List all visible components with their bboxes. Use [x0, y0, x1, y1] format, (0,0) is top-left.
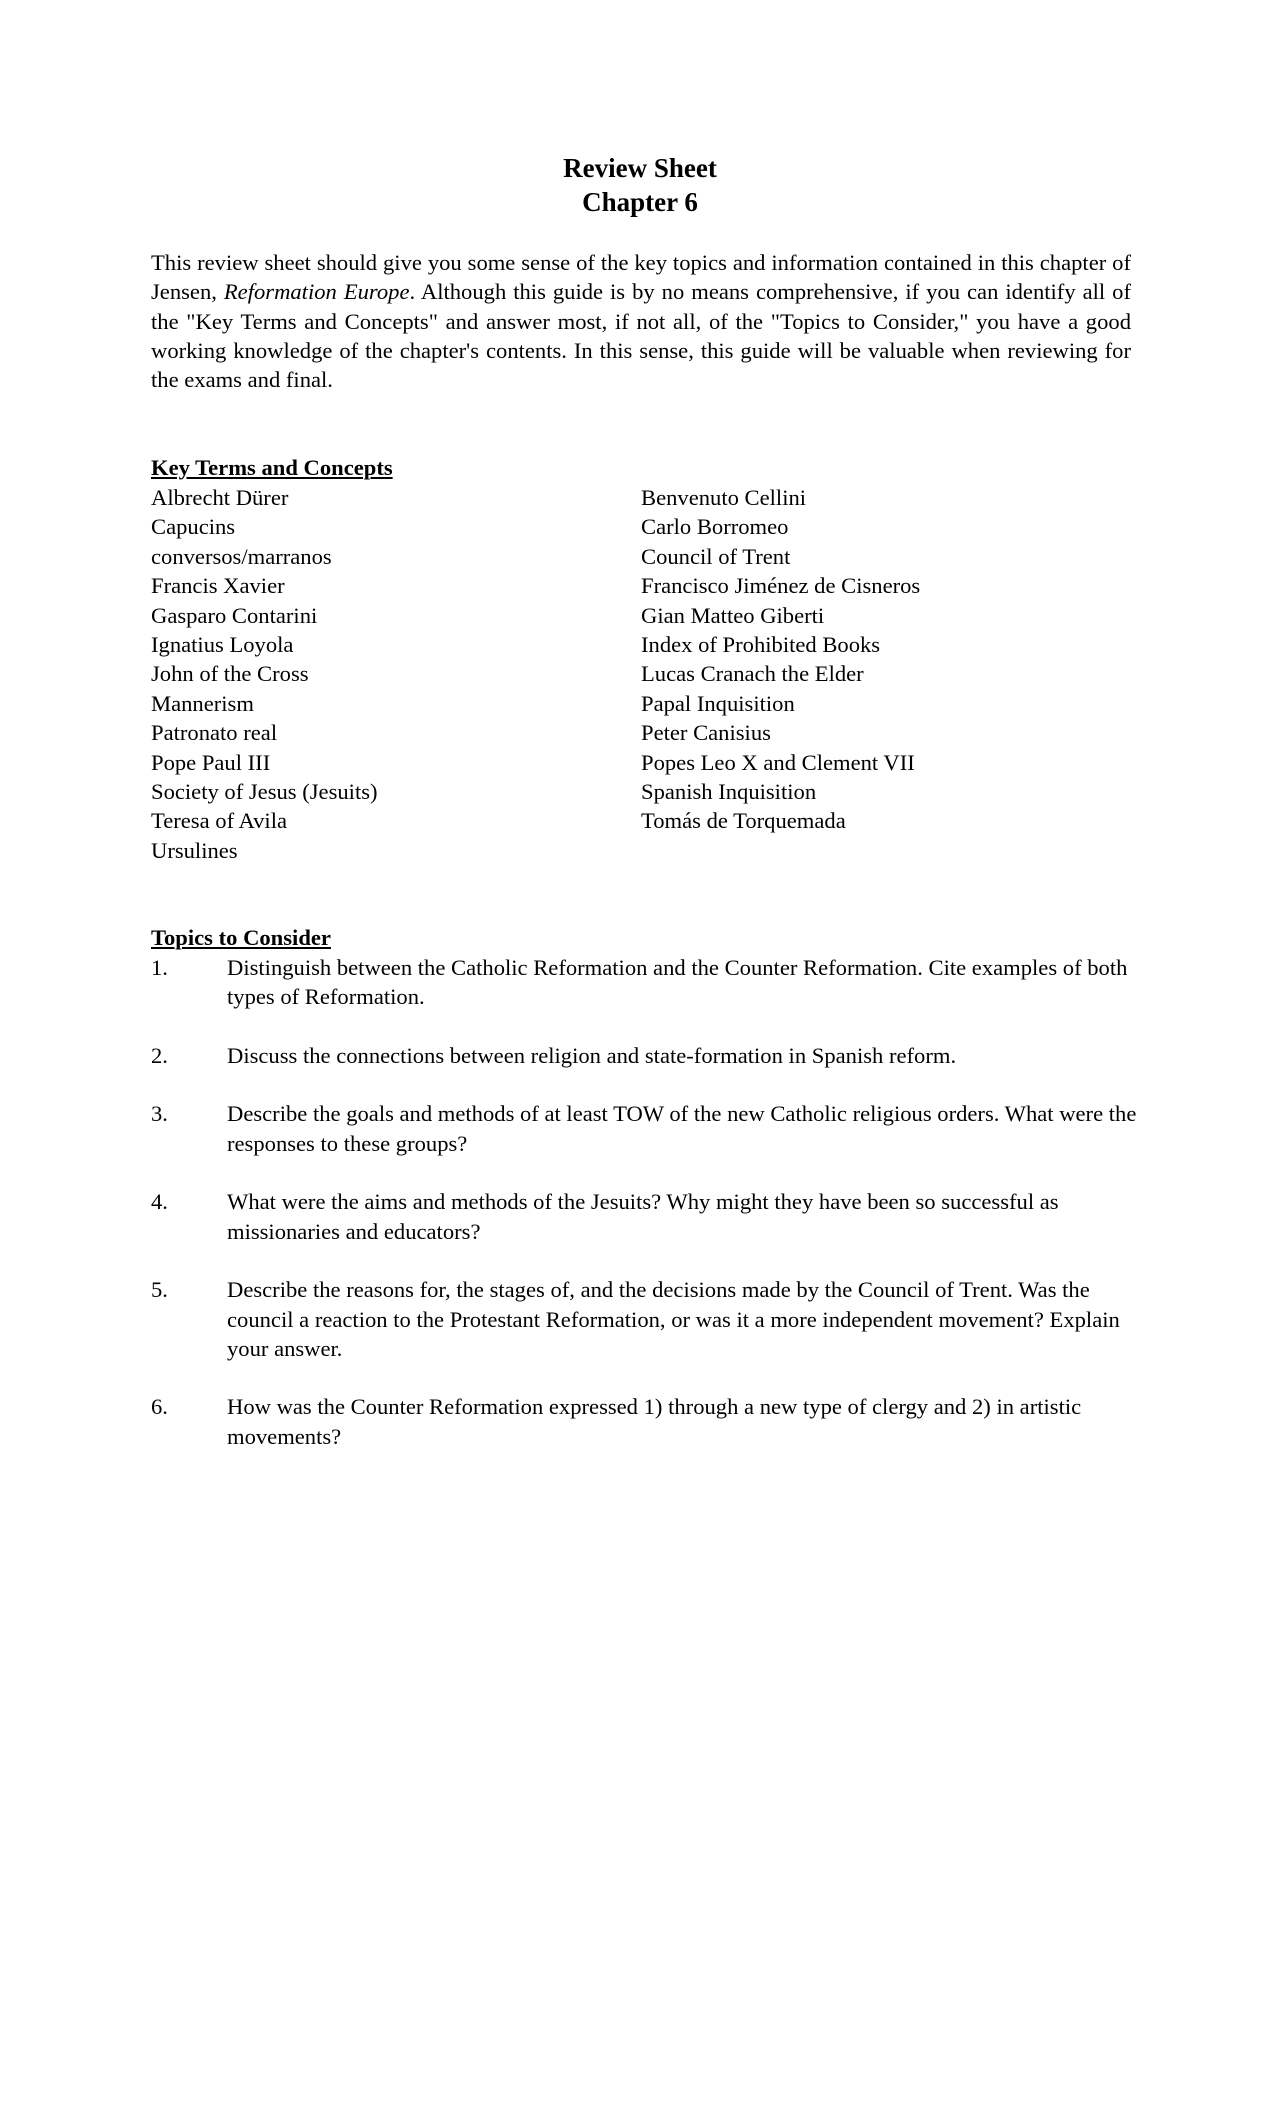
topic-item: [151, 953, 1141, 1012]
topic-item: [151, 1099, 1141, 1158]
book-title: Reformation Europe: [223, 279, 410, 305]
topic-text: Describe the goals and methods of at least TOW of the new Catholic religious orders. What were the responses to these groups?: [227, 1101, 1137, 1156]
topic-text: What were the aims and methods of the Jesuits? Why might they have been so successful as missionaries and educators?: [227, 1189, 1059, 1244]
key-term-item: Papal Inquisition: [641, 690, 795, 716]
topic-number: 6.: [151, 1394, 168, 1420]
intro-text-before: This review sheet should give you some sense of the key topics and information contained in this chapter of Jensen,: [151, 250, 1131, 305]
key-term-item: Capucins: [151, 514, 236, 540]
topics-heading: Topics to Consider: [151, 925, 331, 950]
key-term-item: Gasparo Contarini: [151, 602, 318, 628]
key-term-item: Ursulines: [151, 837, 238, 863]
topic-text: Describe the reasons for, the stages of, and the decisions made by the Council of Trent. Was the council a reaction to the Protestant Reformation, or was it a more independent movement? Explain your answer.: [227, 1277, 1120, 1361]
key-terms-heading: Key Terms and Concepts: [151, 455, 393, 480]
topic-text: How was the Counter Reformation expressed 1) through a new type of clergy and 2) in artistic movements?: [227, 1394, 1082, 1449]
key-term-item: Carlo Borromeo: [641, 514, 789, 540]
topic-number: 5.: [151, 1277, 168, 1303]
key-term-item: Tomás de Torquemada: [641, 808, 846, 834]
key-term-item: Mannerism: [151, 690, 254, 716]
key-term-item: John of the Cross: [151, 661, 309, 687]
chapter-subtitle: Chapter 6: [582, 187, 698, 217]
key-term-item: Ignatius Loyola: [151, 632, 294, 658]
topics-list: [151, 953, 1141, 1480]
topic-item: [151, 1392, 1141, 1451]
key-term-item: Albrecht Dürer: [151, 485, 289, 510]
key-term-item: Spanish Inquisition: [641, 779, 817, 805]
topic-number: 3.: [151, 1101, 168, 1127]
key-term-item: Francisco Jiménez de Cisneros: [641, 573, 921, 599]
key-term-item: conversos/marranos: [151, 543, 332, 569]
key-term-item: Index of Prohibited Books: [641, 632, 881, 658]
topic-number: 4.: [151, 1189, 168, 1215]
key-term-item: Francis Xavier: [151, 573, 285, 599]
key-term-item: Lucas Cranach the Elder: [641, 661, 864, 687]
key-term-item: Peter Canisius: [641, 720, 771, 746]
intro-text-after: . Although this guide is by no means comprehensive, if you can identify all of the "Key Terms and Concepts" and answer most, if not all, of the "Topics to Consider," you have a good working knowledge of the chapter's contents. In this sense, this guide will be valuable when reviewing for the exams and final.: [151, 279, 1131, 393]
document-title: Review Sheet: [563, 153, 717, 183]
topic-item: [151, 1041, 1141, 1070]
topic-item: [151, 1275, 1141, 1363]
key-term-item: Council of Trent: [641, 543, 791, 569]
key-term-item: Pope Paul III: [151, 749, 271, 775]
key-terms-left-column: [151, 483, 378, 865]
topic-number: 1.: [151, 955, 168, 980]
topic-item: [151, 1187, 1141, 1246]
key-term-item: Popes Leo X and Clement VII: [641, 749, 915, 775]
key-term-item: Teresa of Avila: [151, 808, 288, 834]
key-term-item: Gian Matteo Giberti: [641, 602, 825, 628]
topic-text: Distinguish between the Catholic Reformation and the Counter Reformation. Cite examples of both types of Reformation.: [227, 955, 1128, 1010]
intro-paragraph: [151, 248, 1131, 394]
topic-number: 2.: [151, 1042, 168, 1068]
key-term-item: Society of Jesus (Jesuits): [151, 779, 378, 805]
key-term-item: Patronato real: [151, 720, 278, 746]
topic-text: Discuss the connections between religion and state-formation in Spanish reform.: [227, 1042, 957, 1068]
key-terms-right-column: [641, 483, 920, 836]
key-term-item: Benvenuto Cellini: [641, 485, 807, 510]
